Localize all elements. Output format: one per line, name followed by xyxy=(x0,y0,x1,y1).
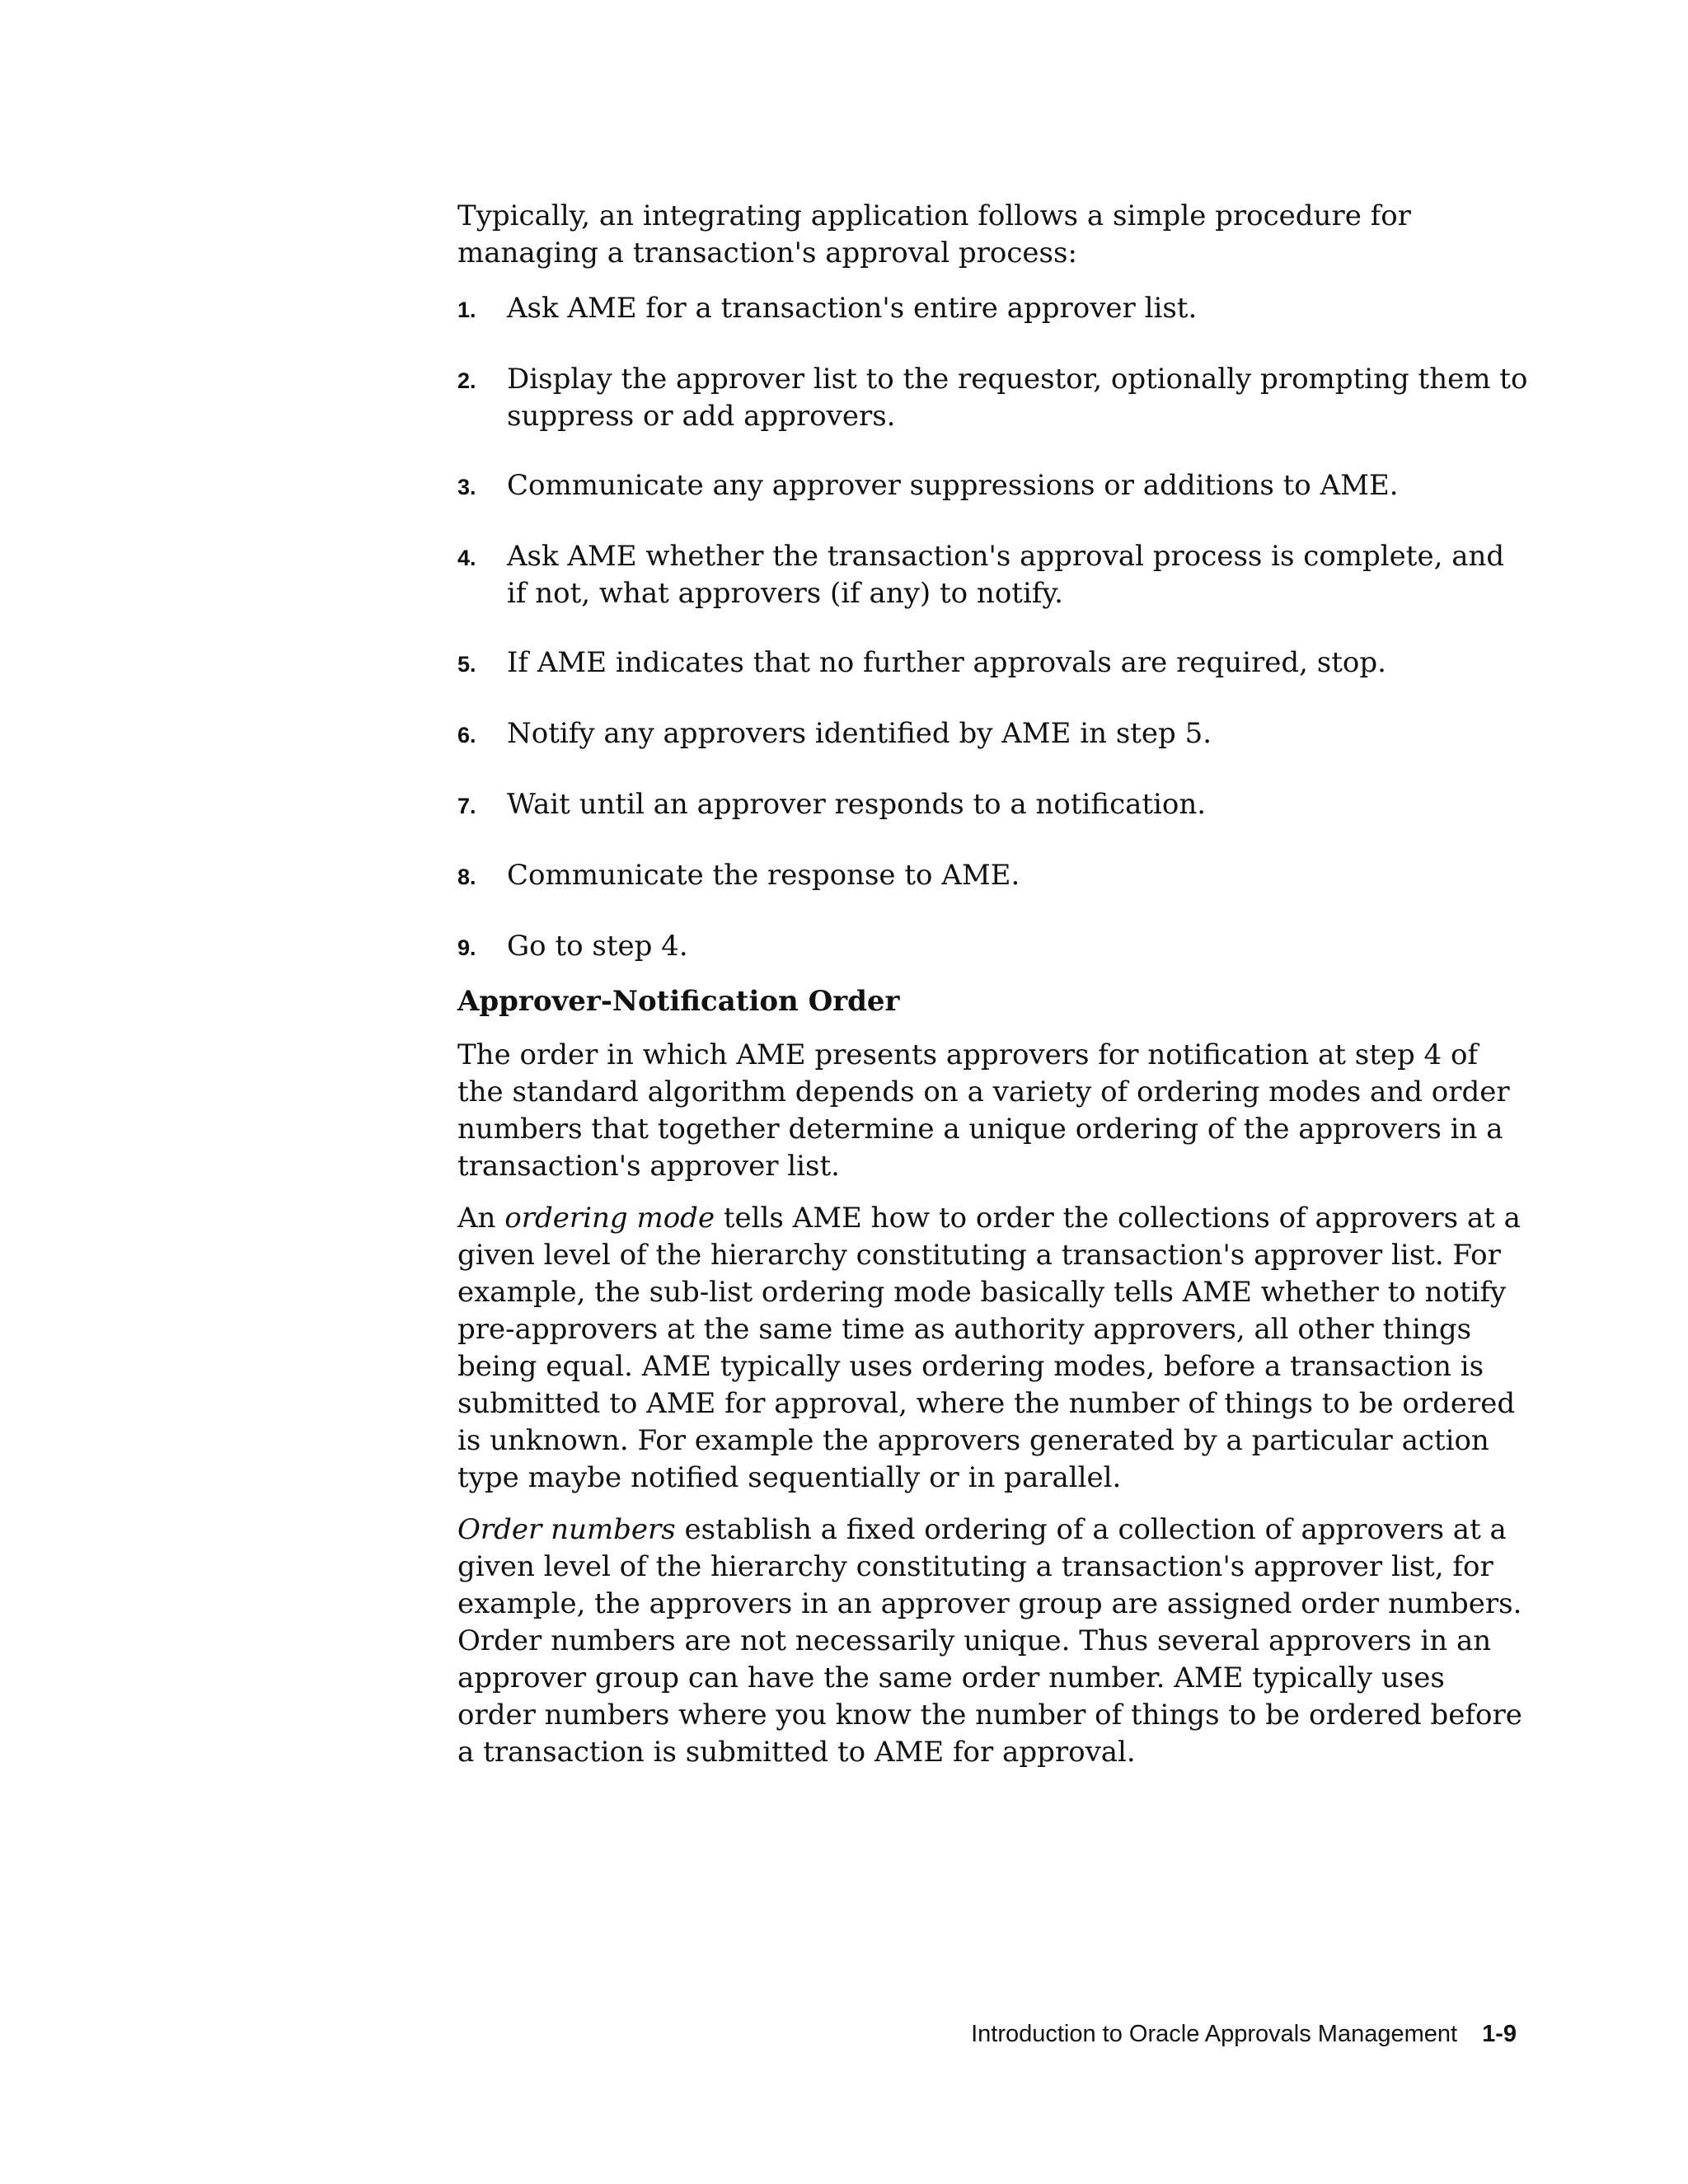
paragraph-prefix: An xyxy=(457,1202,505,1235)
step-text: Go to step 4. xyxy=(507,930,688,963)
step-number: 6. xyxy=(457,723,476,748)
list-item xyxy=(457,857,1529,896)
step-text: Wait until an approver responds to a notification. xyxy=(507,788,1207,821)
page-number: 1-9 xyxy=(1482,2021,1517,2047)
step-text: Ask AME whether the transaction's approval process is complete, and if not, what approvers (if any) to notify. xyxy=(507,540,1505,610)
paragraph-order-overview: The order in which AME presents approvers for notification at step 4 of the standard algorithm depends on a variety of ordering modes and order numbers that together determine a unique ordering of the approvers in a transaction's approver list. xyxy=(457,1038,1510,1183)
list-item xyxy=(457,715,1529,754)
list-item xyxy=(457,538,1529,612)
step-number: 7. xyxy=(457,794,476,818)
paragraph-order-numbers xyxy=(457,1511,1529,1771)
step-text: Notify any approvers identified by AME in step 5. xyxy=(507,717,1212,750)
list-item xyxy=(457,644,1529,683)
footer-title: Introduction to Oracle Approvals Management xyxy=(971,2021,1458,2047)
paragraph-body: establish a fixed ordering of a collection of approvers at a given level of the hierarchy constituting a transaction's approver list, for example, the approvers in an approver group are assigned order numbers. Order numbers are not necessarily unique. Thus several approvers in an approver group can have the same order number. AME typically uses order numbers where you know the number of things to be ordered before a transaction is submitted to AME for approval. xyxy=(457,1513,1522,1769)
page-footer xyxy=(971,2019,1517,2049)
list-item xyxy=(457,290,1529,329)
term-ordering-mode: ordering mode xyxy=(504,1202,715,1235)
list-item xyxy=(457,361,1529,435)
step-number: 1. xyxy=(457,298,476,322)
step-text: Communicate any approver suppressions or additions to AME. xyxy=(507,469,1399,502)
step-number: 9. xyxy=(457,935,476,960)
paragraph-body: tells AME how to order the collections of approvers at a given level of the hierarchy constituting a transaction's approver list. For example, the sub-list ordering mode basically tells AME whether to notify pre-approvers at the same time as authority approvers, all other things being equal. AME typically uses ordering modes, before a transaction is submitted to AME for approval, where the number of things to be ordered is unknown. For example the approvers generated by a particular action type maybe notified sequentially or in parallel. xyxy=(457,1202,1521,1494)
section-heading: Approver-Notification Order xyxy=(457,985,900,1018)
step-number: 2. xyxy=(457,368,476,393)
step-number: 4. xyxy=(457,546,476,570)
step-text: Display the approver list to the requestor, optionally prompting them to suppress or add approvers. xyxy=(507,363,1528,433)
step-text: Ask AME for a transaction's entire approver list. xyxy=(507,292,1198,325)
step-number: 8. xyxy=(457,865,476,889)
step-number: 3. xyxy=(457,475,476,499)
step-number: 5. xyxy=(457,652,476,677)
step-text: Communicate the response to AME. xyxy=(507,859,1020,892)
term-order-numbers: Order numbers xyxy=(457,1513,676,1546)
procedure-steps xyxy=(457,290,1529,967)
paragraph-ordering-mode xyxy=(457,1200,1529,1497)
page-content xyxy=(457,198,1529,1786)
step-text: If AME indicates that no further approvals are required, stop. xyxy=(507,646,1386,679)
list-item xyxy=(457,928,1529,967)
intro-paragraph: Typically, an integrating application follows a simple procedure for managing a transaction's approval process: xyxy=(457,199,1411,269)
list-item xyxy=(457,467,1529,506)
list-item xyxy=(457,786,1529,825)
